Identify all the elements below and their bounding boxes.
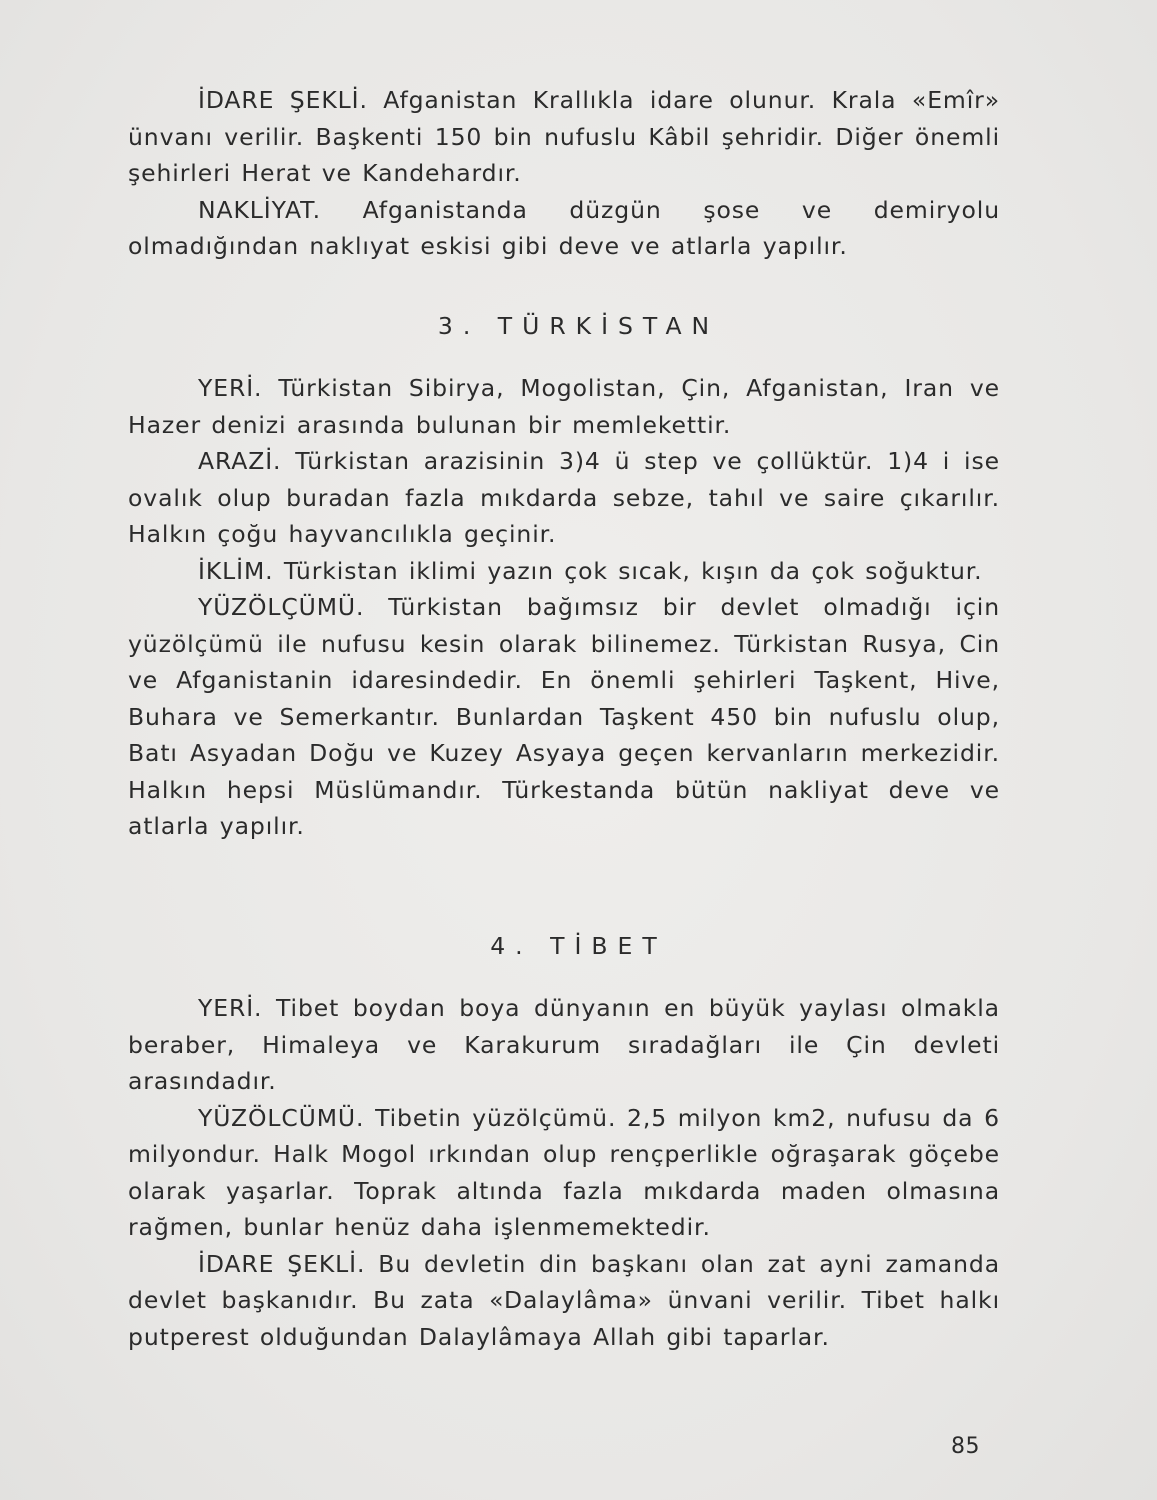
paragraph-yuzolcumu-tibet: YÜZÖLCÜMÜ. Tibetin yüzölçümü. 2,5 milyon km2, nufusu da 6 milyondur. Halk Mogol ırkından olup rençperlikle oğraşarak göçebe olarak yaşarlar. Toprak altında fazla mıkdarda maden olmasına rağmen, bunlar henüz daha işlenmemektedir. (128, 1103, 1000, 1241)
heading-turkistan: 3. TÜRKİSTAN (437, 312, 720, 340)
page-number: 85 (951, 1434, 980, 1459)
paragraph-yeri-tibet: YERİ. Tibet boydan boya dünyanın en büyük yaylası olmakla beraber, Himaleya ve Karakurum sıradağları ile Çin devleti arasındadır. (128, 994, 1000, 1095)
paragraph-yeri-turkistan: YERİ. Türkistan Sibirya, Mogolistan, Çin, Afganistan, Iran ve Hazer denizi arasında bulunan bir memlekettir. (128, 374, 1000, 439)
paragraph-iklim-turkistan: İKLİM. Türkistan iklimi yazın çok sıcak, kışın da çok soğuktur. (198, 556, 983, 585)
paragraph-idare-sekli-tibet: İDARE ŞEKLİ. Bu devletin din başkanı olan zat ayni zamanda devlet başkanıdır. Bu zata «Dalaylâma» ünvani verilir. Tibet halkı putperest olduğundan Dalaylâmaya Allah gibi taparlar. (128, 1249, 1000, 1351)
turkistan-text-block (128, 370, 1000, 845)
tibet-text-block (128, 990, 1000, 1355)
paragraph-idare-sekli-afganistan: İDARE ŞEKLİ. Afganistan Krallıkla idare olunur. Krala «Emîr» ünvanı verilir. Başkenti 150 bin nufuslu Kâbil şehridir. Diğer önemli şehirleri Herat ve Kandehardır. (128, 86, 1000, 187)
heading-tibet: 4. TİBET (490, 932, 667, 960)
paragraph-arazi-turkistan: ARAZİ. Türkistan arazisinin 3)4 ü step ve çollüktür. 1)4 i ise ovalık olup buradan fazla mıkdarda sebze, tahıl ve saire çıkarılır. Halkın çoğu hayvancılıkla geçinir. (128, 447, 1000, 548)
paragraph-nakliyat: NAKLİYAT. Afganistanda düzgün şose ve demiryolu olmadığından naklıyat eskisi gibi deve ve atlarla yapılır. (128, 195, 1000, 260)
paragraph-yuzolcumu-turkistan: YÜZÖLÇÜMÜ. Türkistan bağımsız bir devlet olmadığı için yüzölçümü ile nufusu kesin olarak bilinemez. Türkistan Rusya, Cin ve Afganistanin idaresindedir. En önemli şehirleri Taşkent, Hive, Buhara ve Semerkantır. Bunlardan Taşkent 450 bin nufuslu olup, Batı Asyadan Doğu ve Kuzey Asyaya geçen kervanların merkezidir. Halkın hepsi Müslümandır. Türkestanda bütün nakliyat deve ve atlarla yapılır. (128, 593, 1000, 840)
afganistan-text-block (128, 82, 1000, 265)
